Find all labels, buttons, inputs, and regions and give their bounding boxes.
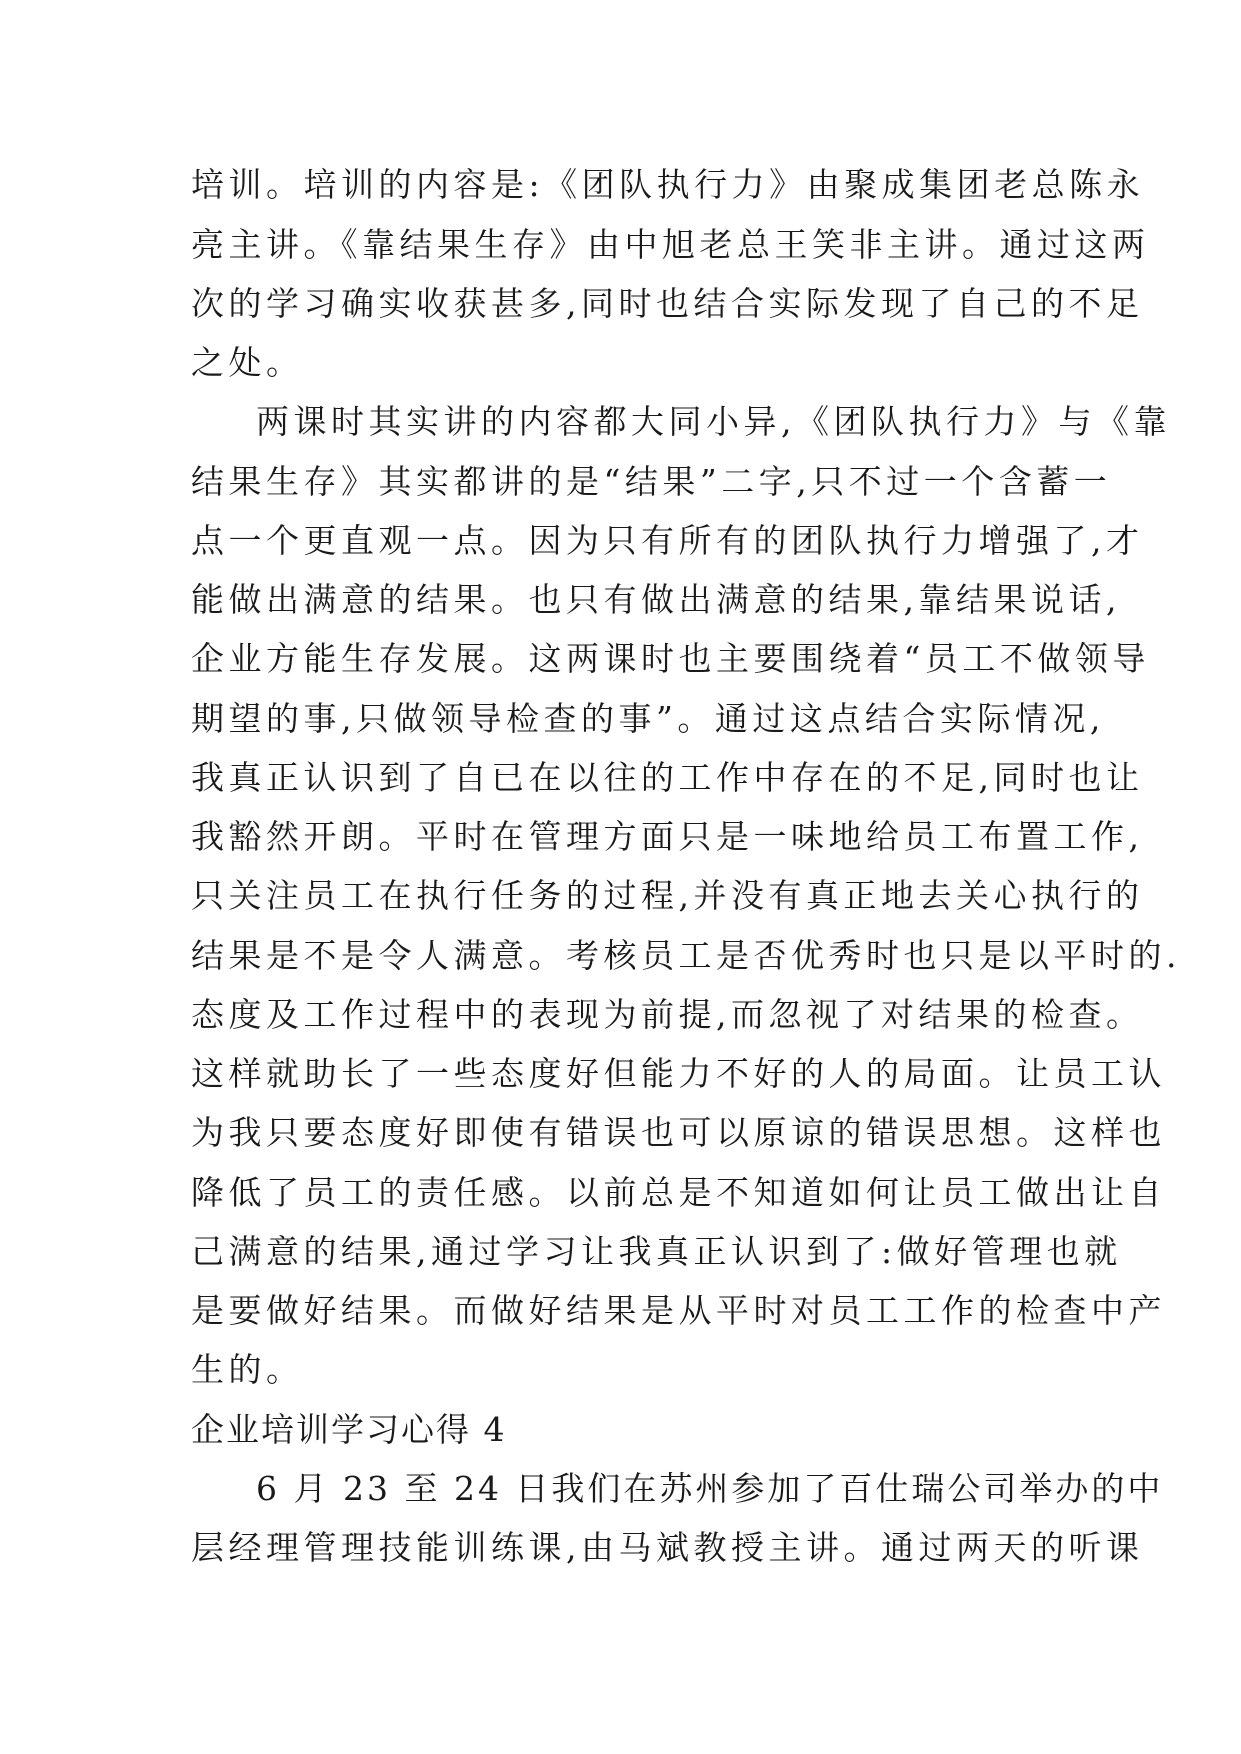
paragraph-line: 这样就助长了一些态度好但能力不好的人的局面。让员工认 <box>191 1054 1166 1093</box>
paragraph-line: 点一个更直观一点。因为只有所有的团队执行力增强了,才 <box>191 521 1144 560</box>
paragraph-line: 企业方能生存发展。这两课时也主要围绕着“员工不做领导 <box>191 639 1150 678</box>
section-heading: 企业培训学习心得 4 <box>191 1410 507 1449</box>
paragraph-line: 6 月 23 至 24 日我们在苏州参加了百仕瑞公司举办的中 <box>256 1469 1164 1508</box>
paragraph-line: 我豁然开朗。平时在管理方面只是一味地给员工布置工作, <box>191 817 1144 856</box>
paragraph-line: 能做出满意的结果。也只有做出满意的结果,靠结果说话, <box>191 580 1121 619</box>
paragraph-line: 生的。 <box>191 1350 304 1389</box>
paragraph-line: 次的学习确实收获甚多,同时也结合实际发现了自己的不足 <box>191 284 1144 323</box>
paragraph-line: 层经理管理技能训练课,由马斌教授主讲。通过两天的听课 <box>191 1528 1144 1567</box>
paragraph-line: 培训。培训的内容是:《团队执行力》由聚成集团老总陈永 <box>191 165 1145 204</box>
paragraph-line: 结果生存》其实都讲的是“结果”二字,只不过一个含蓄一 <box>191 462 1112 501</box>
paragraph-line: 是要做好结果。而做好结果是从平时对员工工作的检查中产 <box>191 1291 1166 1330</box>
paragraph-line: 只关注员工在执行任务的过程,并没有真正地去关心执行的 <box>191 876 1144 915</box>
paragraph-line: 两课时其实讲的内容都大同小异,《团队执行力》与《靠 <box>256 402 1171 441</box>
paragraph-line: 态度及工作过程中的表现为前提,而忽视了对结果的检查。 <box>191 995 1144 1034</box>
paragraph-line: 我真正认识到了自已在以往的工作中存在的不足,同时也让 <box>191 758 1144 797</box>
paragraph-line: 为我只要态度好即使有错误也可以原谅的错误思想。这样也 <box>191 1113 1166 1152</box>
paragraph-line: 降低了员工的责任感。以前总是不知道如何让员工做出让自 <box>191 1173 1166 1212</box>
paragraph-line: 己满意的结果,通过学习让我真正认识到了:做好管理也就 <box>191 1232 1122 1271</box>
paragraph-line: 亮主讲。《靠结果生存》由中旭老总王笑非主讲。通过这两 <box>191 225 1150 264</box>
paragraph-line: 结果是不是令人满意。考核员工是否优秀时也只是以平时的. <box>191 936 1181 975</box>
paragraph-line: 期望的事,只做领导检查的事”。通过这点结合实际情况, <box>191 699 1105 738</box>
paragraph-line: 之处。 <box>191 343 304 382</box>
